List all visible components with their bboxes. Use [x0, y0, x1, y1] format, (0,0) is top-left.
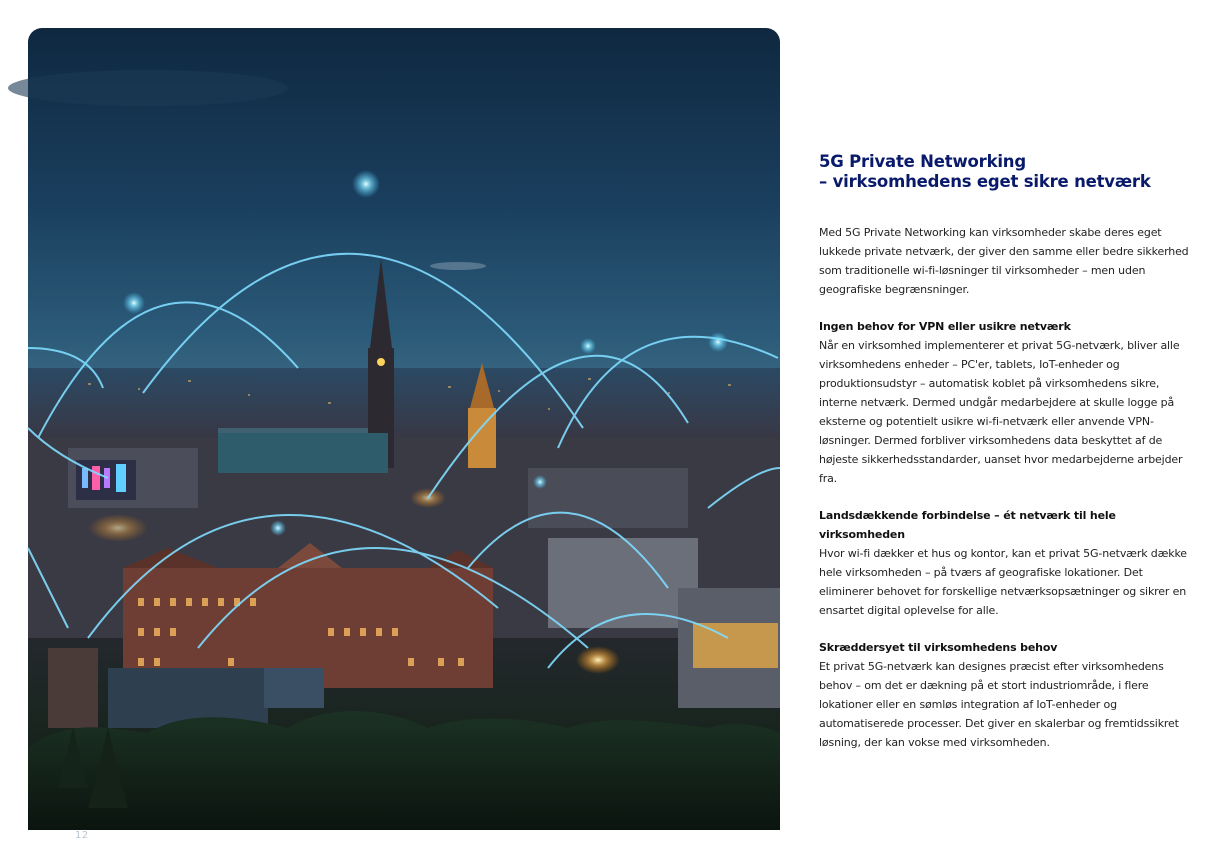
section-nationwide: [819, 506, 1191, 620]
section-body: Når en virksomhed implementerer et privat 5G-netværk, bliver alle virksomhedens enheder – PC'er, tablets, IoT-enheder og produktionsudstyr – automatisk koblet på virksomhedens sikre, interne netværk. Dermed undgår medarbejdere at skulle logge på eksterne og potentielt usikre wi-fi-netværk eller anvende VPN-løsninger. Dermed forbliver virksomhedens data beskyttet af de højeste sikkerhedsstandarder, uanset hvor medarbejderne arbejder fra.: [819, 339, 1183, 485]
article-text-column: [819, 152, 1191, 752]
section-body: Hvor wi-fi dækker et hus og kontor, kan et privat 5G-netværk dække hele virksomheden – på tværs af geografiske lokationer. Det eliminerer behovet for forskellige netværksopsætninger og sikrer en ensartet digital oplevelse for alle.: [819, 547, 1187, 617]
section-heading: Landsdækkende forbindelse – ét netværk til hele virksomheden: [819, 509, 1116, 541]
section-heading: Skræddersyet til virksomhedens behov: [819, 641, 1058, 654]
page-number: 12: [75, 830, 89, 841]
article-title-line-2: – virksomhedens eget sikre netværk: [819, 172, 1151, 191]
section-body: Et privat 5G-netværk kan designes præcist efter virksomhedens behov – om det er dækning på et stort industriområde, i flere lokationer eller en sømløs integration af IoT-enheder og automatiserede processer. Det giver en skalerbar og fremtidssikret løsning, der kan vokse med virksomheden.: [819, 660, 1179, 749]
section-heading: Ingen behov for VPN eller usikre netværk: [819, 320, 1071, 333]
section-tailored: [819, 638, 1191, 752]
article-title: [819, 152, 1191, 192]
section-vpn: [819, 317, 1191, 488]
city-skyline-illustration: [28, 28, 780, 830]
intro-paragraph: Med 5G Private Networking kan virksomheder skabe deres eget lukkede private netværk, der giver den samme eller bedre sikkerhed som traditionelle wi-fi-løsninger til virksomheder – men uden geografiske begrænsninger.: [819, 226, 1189, 296]
city-network-photo: [28, 28, 780, 841]
article-title-line-1: 5G Private Networking: [819, 152, 1026, 171]
